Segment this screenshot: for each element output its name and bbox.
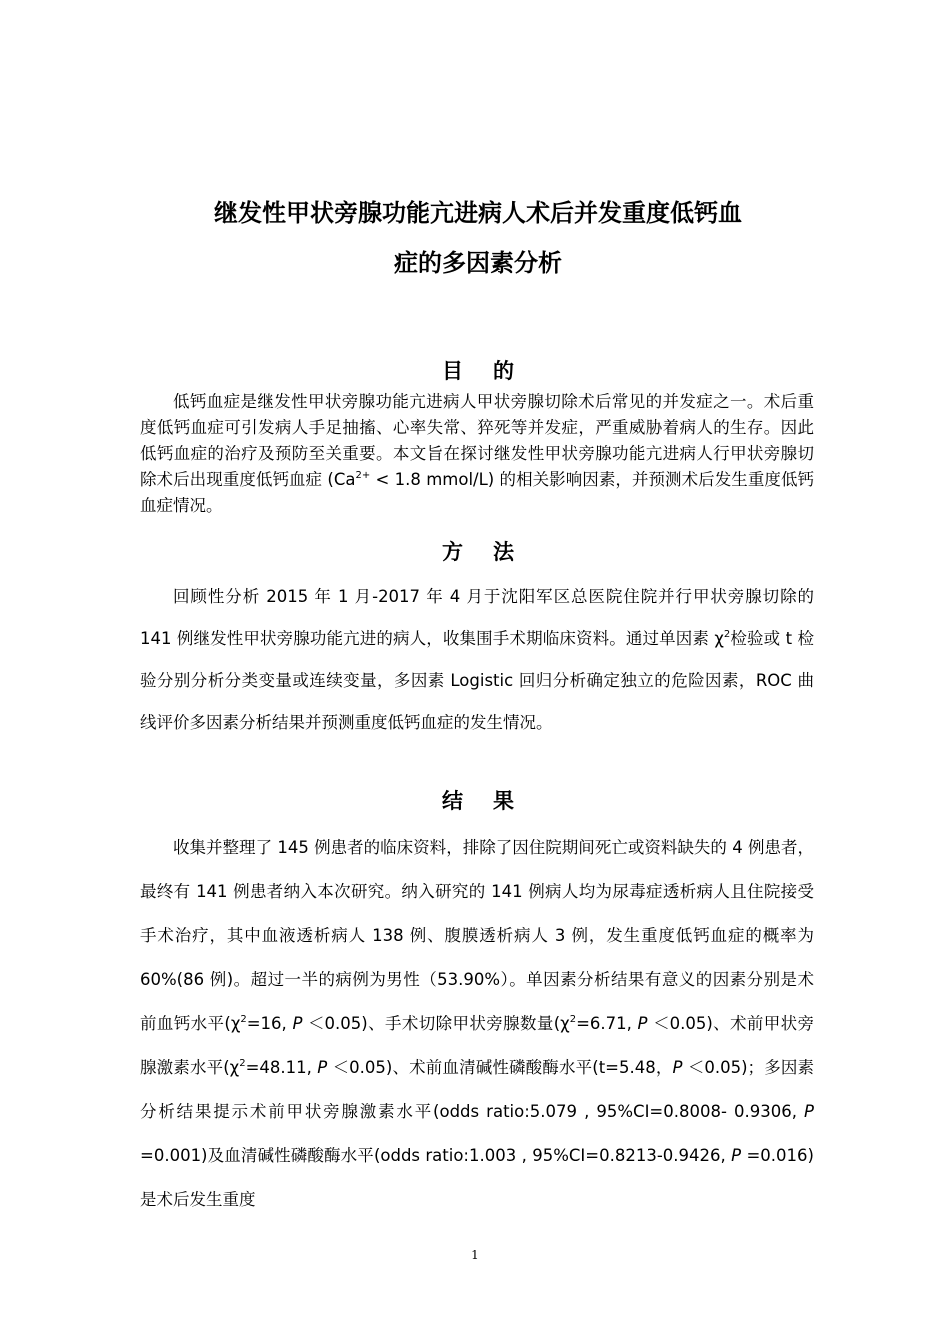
heading-char: 目 [442, 359, 463, 383]
page-number: 1 [471, 1248, 479, 1262]
chi-superscript: 2 [569, 1014, 577, 1025]
result-text: =6.71, [576, 1014, 638, 1033]
result-text: =0.001)及血清碱性磷酸酶水平(odds ratio:1.003 , 95%CI=0.8213-0.9426, [140, 1146, 732, 1165]
heading-char: 方 [442, 540, 463, 564]
result-text: ＜0.05)、术前甲状旁腺激素水平(χ [140, 1014, 815, 1077]
aim-text-1: 低钙血症是继发性甲状旁腺功能亢进病人甲状旁腺切除术后常见的并发症之一。术后重度低钙血症可引发病人手足抽搐、心率失常、猝死等并发症，严重威胁着病人的生存。因此低钙血症的治疗及预防至关重要。本文旨在探讨继发性甲状旁腺功能亢进病人行甲状旁腺切除术后出现重度低钙血症 (Ca [140, 392, 814, 489]
p-value-symbol: P [804, 1102, 814, 1121]
title-line-2: 症的多因素分析 [394, 249, 562, 277]
paper-title [140, 188, 816, 288]
aim-paragraph [140, 389, 814, 519]
chi-superscript: 2 [723, 629, 731, 640]
result-text: ＜0.05)、手术切除甲状旁腺数量(χ [302, 1014, 570, 1033]
heading-char: 法 [493, 540, 514, 564]
p-value-symbol: P [672, 1058, 683, 1077]
result-text: ＜0.05)、术前血清碱性磷酸酶水平(t=5.48， [327, 1058, 673, 1077]
section-heading-aim [140, 356, 816, 386]
p-value-symbol: P [637, 1014, 648, 1033]
p-value-symbol: P [317, 1058, 328, 1077]
result-text: =48.11, [245, 1058, 318, 1077]
p-value-symbol: P [731, 1146, 742, 1165]
result-text: =16, [246, 1014, 293, 1033]
result-text: ＜0.05)；多因素分析结果提示术前甲状旁腺激素水平(odds ratio:5.079 , 95%CI=0.8008- 0.9306, [140, 1058, 815, 1121]
aim-text-2: < 1.8 mmol/L) 的相关影响因素，并预测术后发生重度低钙血症情况。 [140, 470, 814, 515]
result-paragraph [140, 826, 814, 1222]
method-paragraph [140, 576, 814, 744]
p-value-symbol: P [292, 1014, 303, 1033]
section-heading-result [140, 786, 816, 816]
title-line-1: 继发性甲状旁腺功能亢进病人术后并发重度低钙血 [214, 199, 742, 227]
method-text-1: 回顾性分析 2015 年 1 月-2017 年 4 月于沈阳军区总医院住院并行甲状旁腺切除的 141 例继发性甲状旁腺功能亢进的病人，收集围手术期临床资料。通过单因素 χ [140, 587, 814, 648]
heading-char: 果 [493, 789, 514, 813]
result-text: 收集并整理了 145 例患者的临床资料，排除了因住院期间死亡或资料缺失的 4 例患者，最终有 141 例患者纳入本次研究。纳入研究的 141 例病人均为尿毒症透析病人且住院接受手术治疗，其中血液透析病人 138 例、腹膜透析病人 3 例，发生重度低钙血症的概率为 60%(86 例)。超过一半的病例为男性（53.90%）。单因素分析结果有意义的因素分别是术前血钙水平(χ [140, 838, 814, 1033]
heading-char: 结 [442, 789, 463, 813]
chi-superscript: 2 [239, 1058, 246, 1069]
section-heading-method [140, 537, 816, 567]
result-text: =0.016)是术后发生重度 [140, 1146, 814, 1209]
method-text-2: 检验或 t 检验分别分析分类变量或连续变量，多因素 Logistic 回归分析确定独立的危险因素，ROC 曲线评价多因素分析结果并预测重度低钙血症的发生情况。 [140, 629, 814, 732]
chi-superscript: 2 [240, 1014, 247, 1025]
heading-char: 的 [493, 359, 514, 383]
ca-superscript: 2+ [355, 470, 371, 481]
